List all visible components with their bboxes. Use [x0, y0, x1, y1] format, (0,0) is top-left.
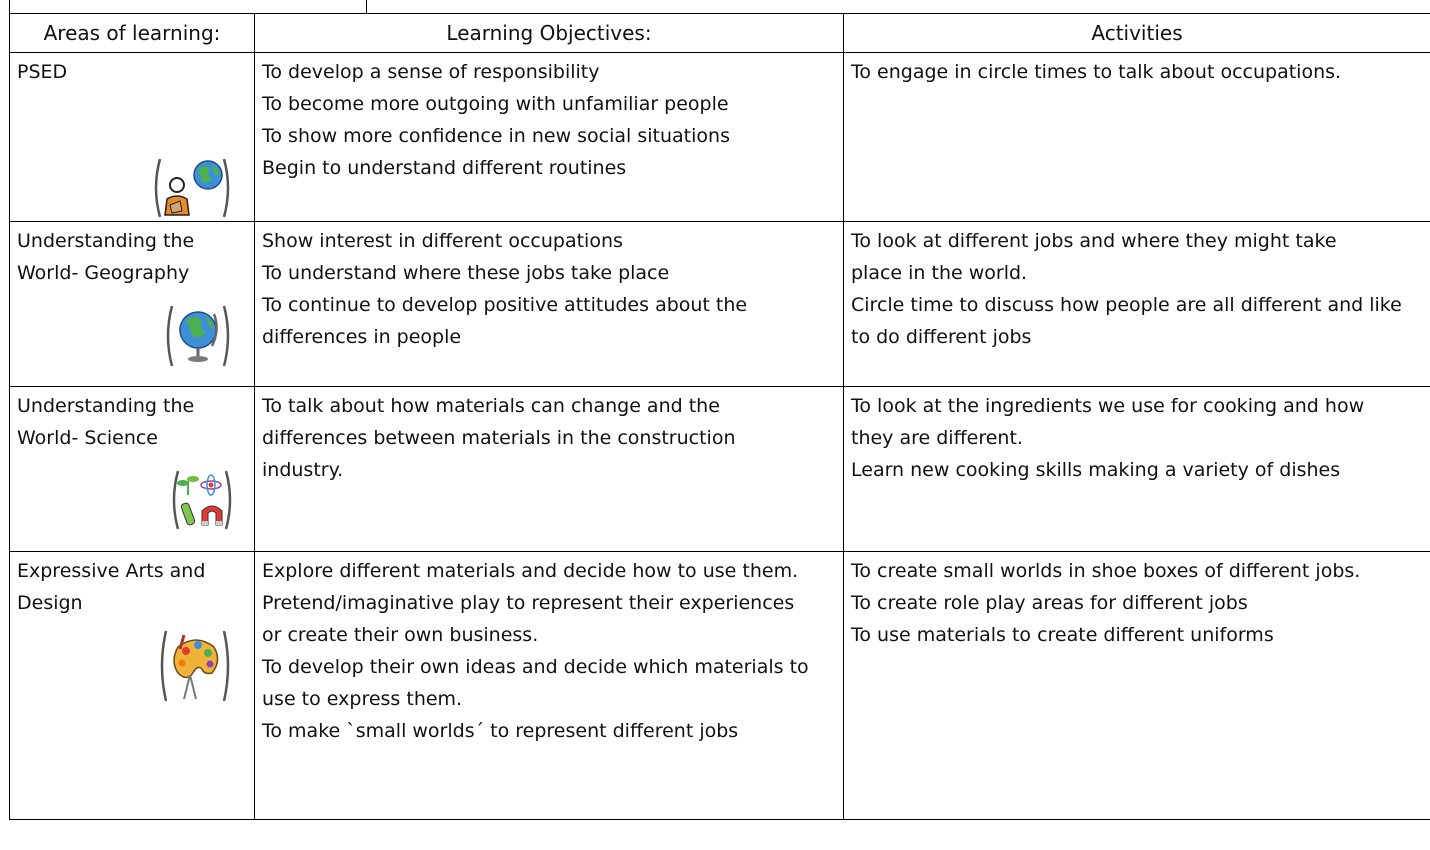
activity-item: To create role play areas for different jobs — [851, 592, 1248, 614]
activity-item: to do different jobs — [851, 326, 1032, 348]
table-row — [10, 387, 1430, 552]
objective-item: To talk about how materials can change and the — [262, 395, 720, 417]
objective-item: To become more outgoing with unfamiliar people — [262, 93, 729, 115]
objectives-cell — [255, 222, 844, 387]
area-cell — [10, 387, 255, 552]
area-cell — [10, 53, 255, 222]
area-label: PSED — [17, 61, 68, 83]
activity-item: To create small worlds in shoe boxes of different jobs. — [851, 560, 1361, 582]
objectives-cell — [255, 552, 844, 820]
table-row — [10, 53, 1430, 222]
objective-item: Begin to understand different routines — [262, 157, 627, 179]
area-label: Understanding the — [17, 230, 195, 252]
person-and-globe-icon — [150, 155, 234, 221]
curriculum-table — [9, 13, 1430, 820]
area-cell — [10, 222, 255, 387]
art-palette-icon — [156, 627, 234, 705]
objective-item: Show interest in different occupations — [262, 230, 623, 252]
area-label: World- Geography — [17, 262, 190, 284]
table-row — [10, 222, 1430, 387]
activity-item: To look at the ingredients we use for cooking and how — [851, 395, 1365, 417]
activities-cell — [844, 53, 1430, 222]
divider — [9, 0, 10, 14]
activity-item: place in the world. — [851, 262, 1028, 284]
objective-item: To make `small worlds´ to represent different jobs — [262, 720, 739, 742]
activity-item: To engage in circle times to talk about occupations. — [851, 61, 1342, 83]
objective-item: or create their own business. — [262, 624, 539, 646]
activity-item: To look at different jobs and where they might take — [851, 230, 1337, 252]
objective-item: To continue to develop positive attitudes about the — [262, 294, 748, 316]
activity-item: they are different. — [851, 427, 1023, 449]
area-label: Design — [17, 592, 83, 614]
header-activities: Activities — [844, 14, 1430, 53]
activities-cell — [844, 222, 1430, 387]
objective-item: To understand where these jobs take place — [262, 262, 670, 284]
activity-item: To use materials to create different uniforms — [851, 624, 1274, 646]
globe-icon — [162, 302, 234, 370]
activity-item: Learn new cooking skills making a variety of dishes — [851, 459, 1341, 481]
activities-cell — [844, 387, 1430, 552]
header-areas: Areas of learning: — [10, 14, 255, 53]
area-cell — [10, 552, 255, 820]
table-row — [10, 552, 1430, 820]
objective-item: use to express them. — [262, 688, 463, 710]
previous-table-edge — [0, 0, 1430, 14]
activity-item: Circle time to discuss how people are all different and like — [851, 294, 1402, 316]
area-label: Expressive Arts and — [17, 560, 206, 582]
objective-item: To show more confidence in new social situations — [262, 125, 730, 147]
divider — [366, 0, 367, 14]
area-label: Understanding the — [17, 395, 195, 417]
objective-item: To develop a sense of responsibility — [262, 61, 600, 83]
science-icon — [170, 469, 234, 531]
objective-item: differences in people — [262, 326, 462, 348]
header-objectives: Learning Objectives: — [255, 14, 844, 53]
objective-item: To develop their own ideas and decide which materials to — [262, 656, 809, 678]
objective-item: differences between materials in the construction — [262, 427, 736, 449]
header-row — [10, 14, 1430, 53]
objective-item: Explore different materials and decide how to use them. — [262, 560, 799, 582]
objectives-cell — [255, 53, 844, 222]
objectives-cell — [255, 387, 844, 552]
area-label: World- Science — [17, 427, 158, 449]
objective-item: industry. — [262, 459, 344, 481]
objective-item: Pretend/imaginative play to represent their experiences — [262, 592, 795, 614]
activities-cell — [844, 552, 1430, 820]
